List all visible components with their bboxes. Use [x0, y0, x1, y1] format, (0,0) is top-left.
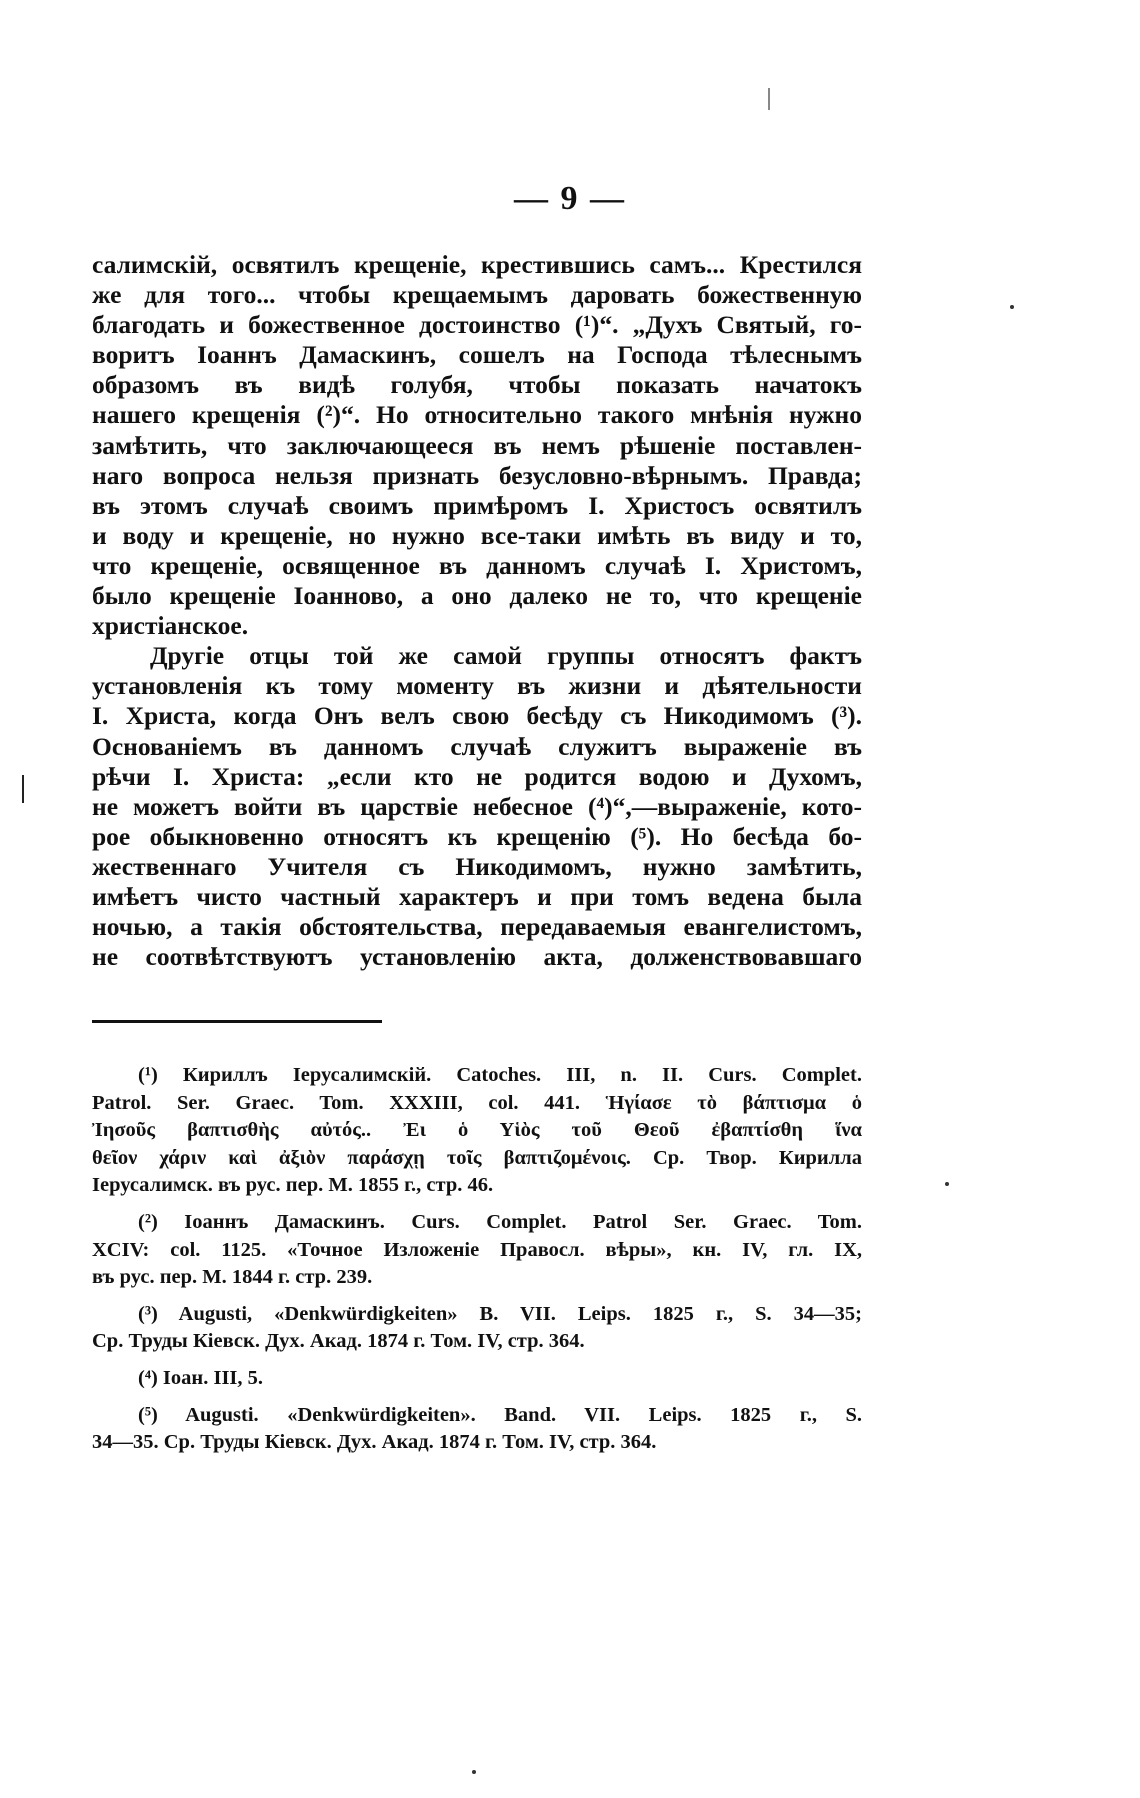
text-line: образомъ въ видѣ голубя, чтобы показать начатокъ: [92, 370, 862, 400]
text-line: рое обыкновенно относятъ къ крещенію (⁵). Но бесѣда бо-: [92, 821, 862, 851]
text-line: наго вопроса нельзя признать безусловно-вѣрнымъ. Правда;: [92, 460, 862, 490]
footnote-1: [92, 1062, 862, 1200]
scan-edge-mark: [22, 775, 24, 803]
text-line: воритъ Іоаннъ Дамаскинъ, сошелъ на Господа тѣлеснымъ: [92, 340, 862, 370]
text-line: ночью, а такія обстоятельства, передаваемыя евангелистомъ,: [92, 912, 862, 942]
footnote-line: 34—35. Ср. Труды Кіевск. Дух. Акад. 1874 г. Том. IV, стр. 364.: [92, 1431, 657, 1454]
text-line: и воду и крещеніе, но нужно все-таки имѣть въ виду и то,: [92, 520, 862, 550]
text-line: Другіе отцы той же самой группы относятъ фактъ: [150, 641, 862, 671]
footnote-line: (⁵) Augusti. «Denkwürdigkeiten». Band. VII. Leips. 1825 г., S.: [138, 1403, 862, 1426]
text-line: Основаніемъ въ данномъ случаѣ служитъ выраженіе въ: [92, 731, 862, 761]
text-line: благодать и божественное достоинство (¹)“. „Духъ Святый, го-: [92, 310, 862, 340]
scan-speck: [945, 1182, 949, 1186]
footnote-line: (³) Augusti, «Denkwürdigkeiten» B. VII. Leips. 1825 г., S. 34—35;: [138, 1302, 862, 1325]
text-line: жественнаго Учителя съ Никодимомъ, нужно замѣтить,: [92, 851, 862, 881]
footnote-5: [92, 1402, 862, 1457]
footnote-line: Ср. Труды Кіевск. Дух. Акад. 1874 г. Том. IV, стр. 364.: [92, 1330, 585, 1353]
footnote-line: Ἰησοῦς βαπτισθὴς αὐτός.. Ἐι ὁ Υἱὸς τοῦ Θεοῦ ἐβαπτίσθη ἵνα: [92, 1119, 862, 1142]
text-line: замѣтить, что заключающееся въ немъ рѣшеніе поставлен-: [92, 430, 862, 460]
text-line: установленія къ тому моменту въ жизни и дѣятельности: [92, 671, 862, 701]
text-line: христіанское.: [92, 611, 249, 641]
footnote-3: [92, 1301, 862, 1356]
text-line: же для того... чтобы крещаемымъ даровать божественную: [92, 280, 862, 310]
scan-edge-mark: [768, 88, 770, 110]
footnote-line: (⁴) Іоан. III, 5.: [138, 1366, 264, 1389]
footnote-4: [92, 1365, 862, 1393]
footnote-line: θεῖον χάριν καὶ ἀξιὸν παράσχῃ τοῖς βαπτιζομένοις. Ср. Твор. Кирилла: [92, 1146, 862, 1169]
text-line: было крещеніе Іоанново, а оно далеко не то, что крещеніе: [92, 581, 862, 611]
footnote-gap: [92, 1356, 862, 1365]
scan-speck: [472, 1770, 476, 1774]
page-number: — 9 —: [514, 180, 626, 217]
footnote-gap: [92, 1393, 862, 1402]
footnote-line: Patrol. Ser. Graec. Tom. XXXIII, col. 441. Ἡγίασε τὸ βάπτισμα ὁ: [92, 1091, 862, 1114]
footnote-gap: [92, 1200, 862, 1209]
text-line: І. Христа, когда Онъ велъ свою бесѣду съ Никодимомъ (³).: [92, 701, 862, 731]
scan-speck: [1010, 305, 1014, 309]
footnote-divider: [92, 1020, 382, 1023]
text-line: имѣетъ чисто частный характеръ и при томъ ведена была: [92, 881, 862, 911]
footnote-line: (²) Іоаннъ Дамаскинъ. Curs. Complet. Patrol Ser. Graec. Tom.: [138, 1210, 862, 1233]
text-line: въ этомъ случаѣ своимъ примѣромъ І. Христосъ освятилъ: [92, 490, 862, 520]
text-line: салимскій, освятилъ крещеніе, крестившись самъ... Крестился: [92, 250, 862, 279]
main-text: [92, 250, 862, 972]
footnote-line: Іерусалимск. въ рус. пер. М. 1855 г., стр. 46.: [92, 1174, 494, 1197]
footnote-line: (¹) Кириллъ Іерусалимскій. Catoches. III, n. II. Curs. Complet.: [138, 1064, 862, 1086]
text-line: рѣчи І. Христа: „если кто не родится водою и Духомъ,: [92, 761, 862, 791]
footnote-line: въ рус. пер. М. 1844 г. стр. 239.: [92, 1266, 373, 1289]
text-line: не соотвѣтствуютъ установленію акта, долженствовавшаго: [92, 942, 862, 972]
text-line: не можетъ войти въ царствіе небесное (⁴)“,—выраженіе, кото-: [92, 791, 862, 821]
footnote-2: [92, 1209, 862, 1292]
text-line: что крещеніе, освященное въ данномъ случаѣ І. Христомъ,: [92, 550, 862, 580]
text-line: нашего крещенія (²)“. Но относительно такого мнѣнія нужно: [92, 400, 862, 430]
footnotes: [92, 1062, 862, 1457]
footnote-gap: [92, 1292, 862, 1301]
footnote-line: XCIV: col. 1125. «Точное Изложеніе Правосл. вѣры», кн. IV, гл. IX,: [92, 1238, 862, 1261]
